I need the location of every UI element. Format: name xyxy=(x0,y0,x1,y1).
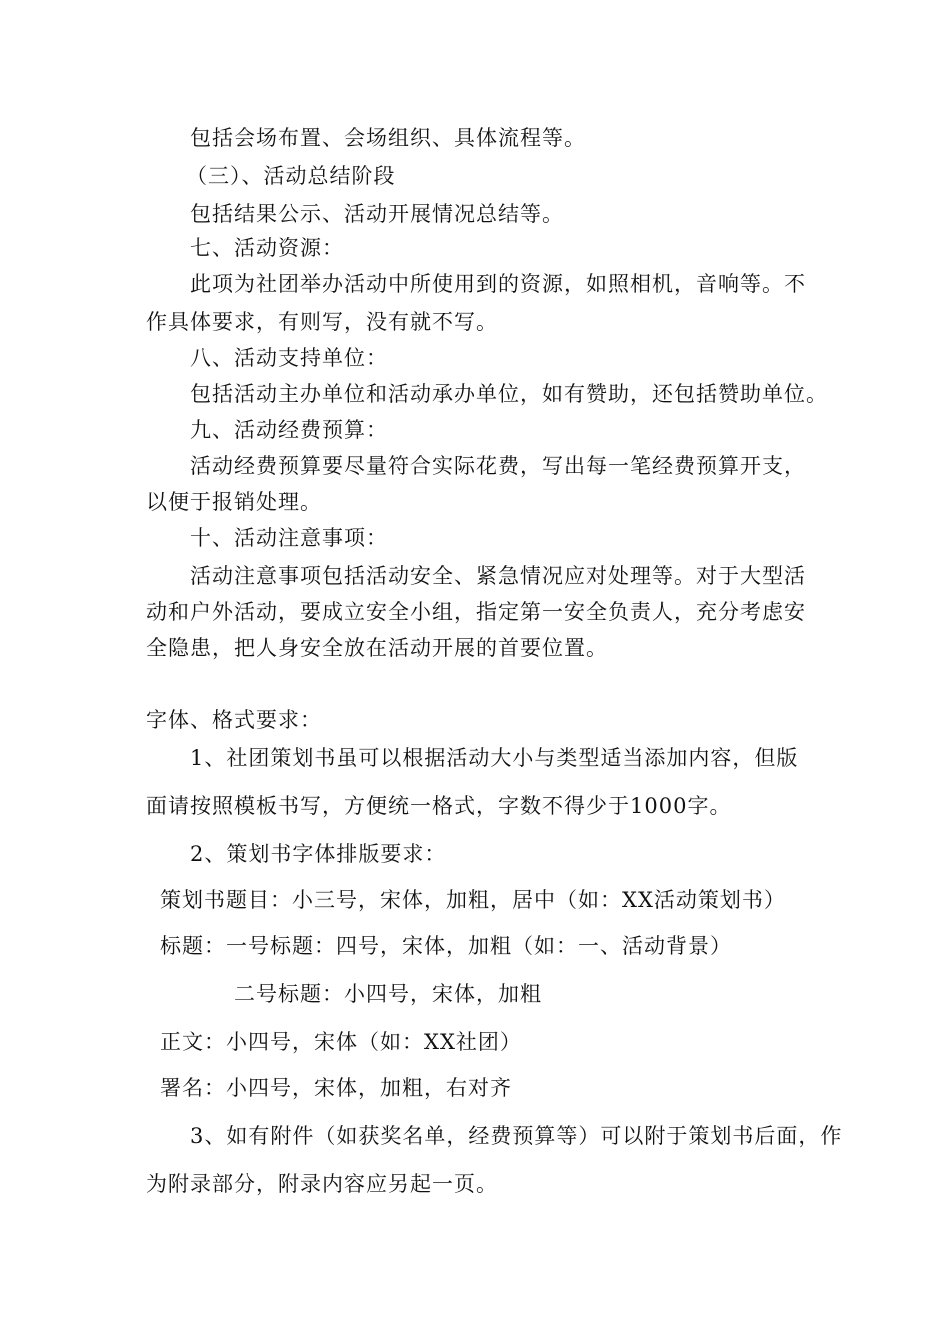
para-resources-line-1: 此项为社团举办活动中所使用到的资源，如照相机，音响等。不 xyxy=(190,272,806,296)
heading-activity-resources: 七、活动资源： xyxy=(190,236,344,260)
rule-1-line-2: 面请按照模板书写，方便统一格式，字数不得少于1000字。 xyxy=(146,794,732,818)
para-budget-line-1: 活动经费预算要尽量符合实际花费，写出每一笔经费预算开支， xyxy=(190,454,806,478)
rule-2-subheading-format: 二号标题：小四号，宋体，加粗 xyxy=(234,982,542,1006)
rule-2-heading: 2、策划书字体排版要求： xyxy=(190,842,447,866)
heading-budget: 九、活动经费预算： xyxy=(190,418,388,442)
para-precautions-line-3: 全隐患，把人身安全放在活动开展的首要位置。 xyxy=(146,636,608,660)
para-resources-line-2: 作具体要求，有则写，没有就不写。 xyxy=(146,310,498,334)
heading-summary-stage: （三）、活动总结阶段 xyxy=(186,164,396,188)
para-precautions-line-2: 动和户外活动，要成立安全小组，指定第一安全负责人，充分考虑安 xyxy=(146,600,806,624)
rule-2-signature-format: 署名：小四号，宋体，加粗，右对齐 xyxy=(160,1076,512,1100)
rule-2-heading-format: 标题：一号标题：四号，宋体，加粗（如：一、活动背景） xyxy=(160,934,732,958)
rule-3-line-2: 为附录部分，附录内容应另起一页。 xyxy=(146,1172,498,1196)
heading-precautions: 十、活动注意事项： xyxy=(190,526,388,550)
para-support-units: 包括活动主办单位和活动承办单位，如有赞助，还包括赞助单位。 xyxy=(190,382,828,406)
para-venue-details: 包括会场布置、会场组织、具体流程等。 xyxy=(190,126,586,150)
heading-support-units: 八、活动支持单位： xyxy=(190,346,388,370)
para-budget-line-2: 以便于报销处理。 xyxy=(146,490,322,514)
para-precautions-line-1: 活动注意事项包括活动安全、紧急情况应对处理等。对于大型活 xyxy=(190,564,806,588)
para-summary-details: 包括结果公示、活动开展情况总结等。 xyxy=(190,202,564,226)
rule-3-line-1: 3、如有附件（如获奖名单，经费预算等）可以附于策划书后面，作 xyxy=(190,1124,843,1148)
rule-2-title-format: 策划书题目：小三号，宋体，加粗，居中（如：XX活动策划书） xyxy=(160,888,786,912)
rule-1-line-1: 1、社团策划书虽可以根据活动大小与类型适当添加内容，但版 xyxy=(190,746,799,770)
rule-2-body-format: 正文：小四号，宋体（如：XX社团） xyxy=(160,1030,522,1054)
heading-font-format: 字体、格式要求： xyxy=(146,708,322,732)
